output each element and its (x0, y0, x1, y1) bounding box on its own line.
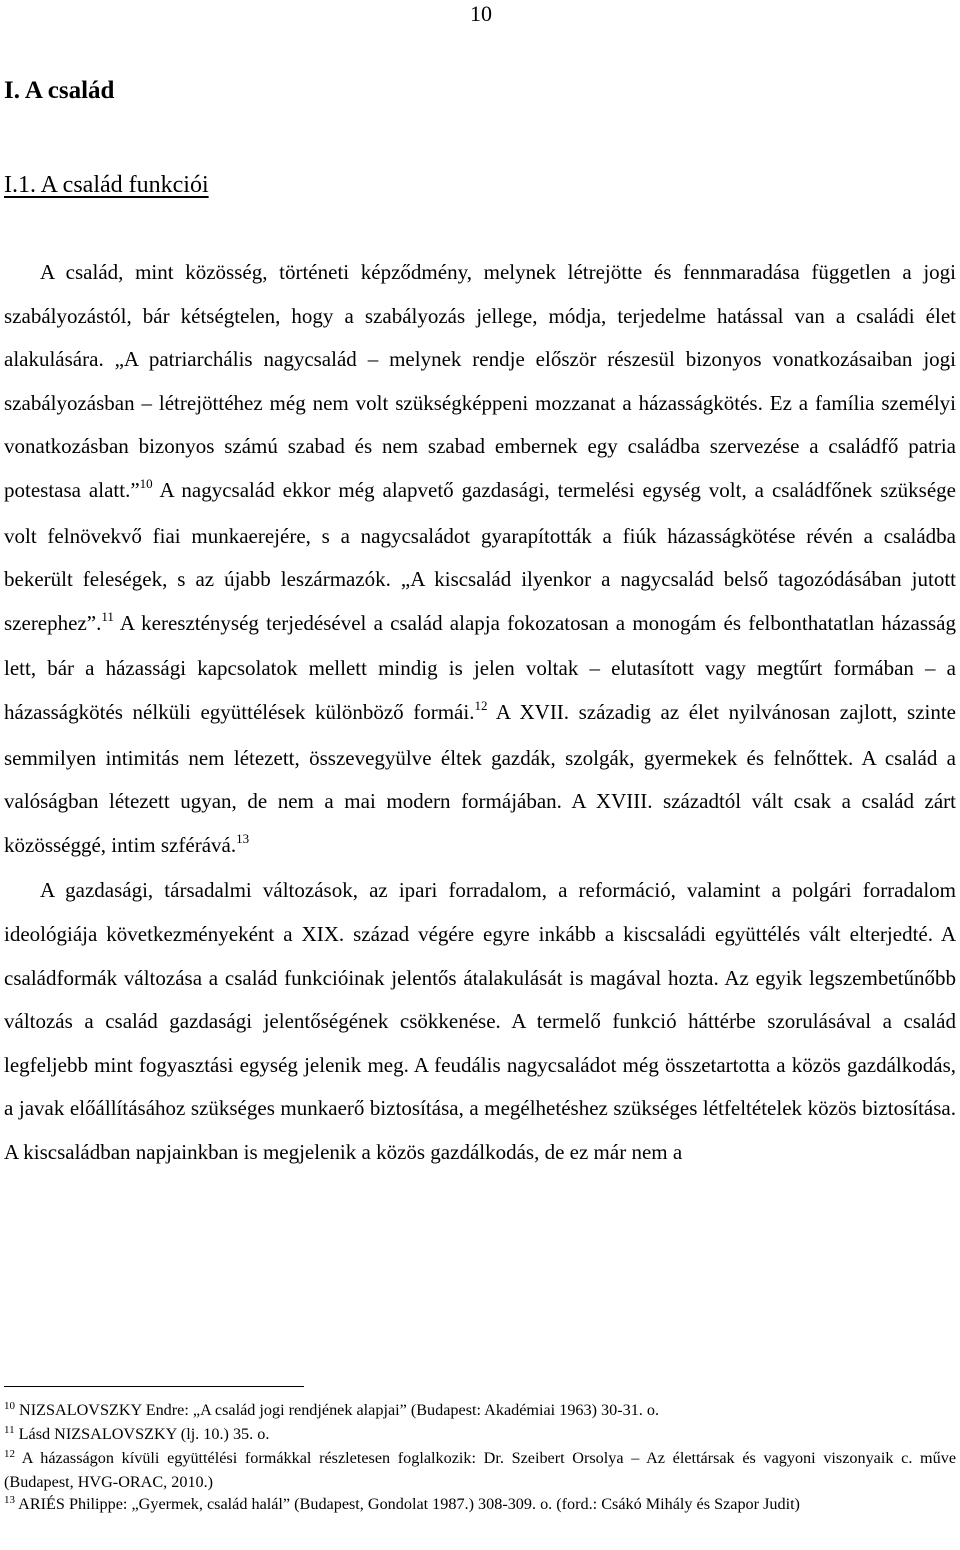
footnote-divider (4, 1386, 304, 1387)
paragraph-1 (4, 251, 956, 869)
footnote-text: Lásd NIZSALOVSZKY (lj. 10.) 35. o. (14, 1425, 270, 1443)
footnote-ref-10: 10 (139, 475, 153, 491)
section-title: I.1. A család funkciói (4, 172, 209, 198)
page-number: 10 (470, 1, 492, 26)
chapter-title: I. A család (4, 77, 115, 104)
footnote-number: 11 (4, 1424, 15, 1436)
text-run: A család, mint közösség, történeti képződmény, melynek létrejötte és fennmaradása független a jogi szabályozástól, bár kétségtelen, hogy a szabályozás jellege, módja, terjedelme hatással van a családi élet alakulására. „A patriarchális nagycsalád – melynek rendje először részesül bizonyos vonatkozásaiban jogi szabályozásban – létrejöttéhez még nem volt szükségképpeni mozzanat a házasságkötés. Ez a família személyi vonatkozásban bizonyos számú szabad és nem szabad embernek egy családba szervezése a családfő patria potestasa alatt.” (4, 260, 956, 502)
text-run: A XVII. századig az élet nyilvánosan zajlott, szinte semmilyen intimitás nem létezett, összevegyülve éltek gazdák, szolgák, gyermekek és felnőttek. A család a valóságban létezett ugyan, de nem a mai modern formájában. A XVIII. századtól vált csak a család zárt közösséggé, intim szférává. (4, 699, 956, 857)
body-text (4, 251, 956, 1174)
footnote-12 (4, 1447, 956, 1493)
paragraph-2 (4, 869, 956, 1174)
footnote-number: 13 (4, 1494, 15, 1506)
footnote-ref-12: 12 (474, 697, 488, 713)
footnote-13 (4, 1493, 956, 1517)
footnote-text: A házasságon kívüli együttélési formákkal részletesen foglalkozik: Dr. Szeibert Orsolya – Az élettársak és vagyoni viszonyaik c. műve (Budapest, HVG-ORAC, 2010.) (4, 1449, 956, 1491)
footnotes (4, 1399, 956, 1517)
footnote-11 (4, 1423, 956, 1447)
footnote-number: 10 (4, 1400, 15, 1412)
footnote-text: ARIÉS Philippe: „Gyermek, család halál” (Budapest, Gondolat 1987.) 308-309. o. (ford.: Csákó Mihály és Szapor Judit) (15, 1495, 800, 1513)
footnote-ref-13: 13 (236, 830, 250, 846)
text-run: A nagycsalád ekkor még alapvető gazdasági, termelési egység volt, a családfőnek szüksége volt felnövekvő fiai munkaerejére, s a nagycsaládot gyarapították a fiúk házasságkötése révén a családba bekerült feleségek, s az újabb leszármazók. „A kiscsalád ilyenkor a nagycsalád belső tagozódásában jutott szerephez”. (4, 477, 956, 635)
text-run: A gazdasági, társadalmi változások, az ipari forradalom, a reformáció, valamint a polgári forradalom ideológiája következményeként a XIX. század végére egyre inkább a kiscsaládi együttélés vált elterjedté. A családformák változása a család funkcióinak jelentős átalakulását is magával hozta. Az egyik legszembetűnőbb változás a család gazdasági jelentőségének csökkenése. A termelő funkció háttérbe szorulásával a család legfeljebb mint fogyasztási egység jelenik meg. A feudális nagycsaládot még összetartotta a közös gazdálkodás, a javak előállításához szükséges munkaerő biztosítása, a megélhetéshez szükséges létfeltételek közös biztosítása. A kiscsaládban napjainkban is megjelenik a közös gazdálkodás, de ez már nem a (4, 878, 956, 1164)
footnote-ref-11: 11 (101, 608, 114, 624)
footnote-10 (4, 1399, 956, 1423)
text-run: A kereszténység terjedésével a család alapja fokozatosan a monogám és felbonthatatlan házasság lett, bár a házassági kapcsolatok mellett mindig is jelen voltak – elutasított vagy megtűrt formában – a házasságkötés nélküli együttélések különböző formái. (4, 610, 956, 724)
footnote-number: 12 (4, 1448, 15, 1460)
footnote-text: NIZSALOVSZKY Endre: „A család jogi rendjének alapjai” (Budapest: Akadémiai 1963) 30-31. o. (15, 1401, 660, 1419)
